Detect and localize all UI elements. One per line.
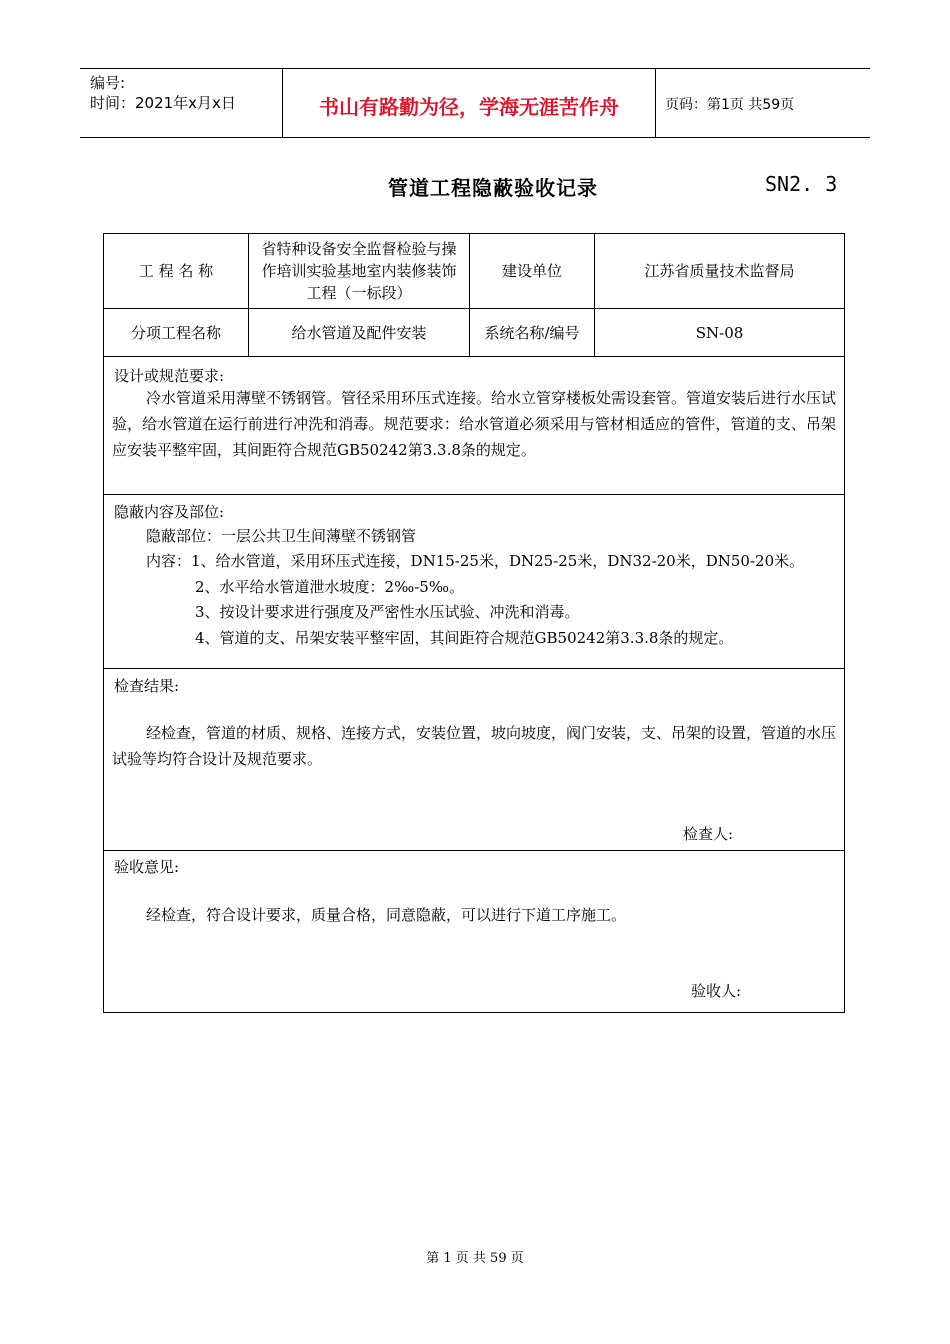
header-divider xyxy=(655,69,656,137)
system-name-label: 系统名称/编号 xyxy=(484,323,580,342)
inspector-label: 检查人: xyxy=(683,825,734,843)
header-meta xyxy=(90,73,236,113)
design-heading: 设计或规范要求: xyxy=(114,367,225,385)
doc-time-label: 时间：2021年x月x日 xyxy=(90,94,236,112)
doc-number-label: 编号: xyxy=(90,74,126,92)
page-footer: 第 1 页 共 59 页 xyxy=(426,1251,524,1266)
acceptor-label: 验收人: xyxy=(691,982,742,1000)
check-heading: 检查结果: xyxy=(114,677,180,695)
subproject-name-value: 给水管道及配件安装 xyxy=(291,323,427,342)
header-motto: 书山有路勤为径，学海无涯苦作舟 xyxy=(319,95,619,119)
concealed-item: 内容：1、给水管道，采用环压式连接，DN15-25米，DN25-25米，DN32-20米，DN50-20米。 xyxy=(146,552,805,570)
project-name-value: 省特种设备安全监督检验与操作培训实验基地室内装修装饰工程（一标段） xyxy=(261,240,457,302)
page-title: 管道工程隐蔽验收记录 xyxy=(388,176,598,200)
page-header xyxy=(80,68,870,138)
row-divider xyxy=(104,668,844,669)
header-page-info: 页码：第1页 共59页 xyxy=(665,97,795,113)
construction-unit-value: 江苏省质量技术监督局 xyxy=(644,262,795,280)
concealed-item: 2、水平给水管道泄水坡度：2‰-5‰。 xyxy=(195,578,464,596)
subproject-name-label: 分项工程名称 xyxy=(130,323,221,342)
construction-unit-label: 建设单位 xyxy=(501,262,562,280)
row-divider xyxy=(104,494,844,495)
system-name-value: SN-08 xyxy=(695,323,744,342)
design-body: 冷水管道采用薄壁不锈钢管。管径采用环压式连接。给水立管穿楼板处需设套管。管道安装后进行水压试验，给水管道在运行前进行冲洗和消毒。规范要求：给水管道必须采用与管材相适应的管件，管道的支、吊架应安装平整牢固，其间距符合规范GB50242第3.3.8条的规定。 xyxy=(112,389,837,459)
acceptance-body: 经检查，符合设计要求，质量合格，同意隐蔽，可以进行下道工序施工。 xyxy=(146,906,627,924)
row-divider xyxy=(104,356,844,357)
record-table xyxy=(103,233,845,1013)
acceptance-heading: 验收意见: xyxy=(114,858,180,876)
project-name-label: 工 程 名 称 xyxy=(138,262,214,280)
form-code: SN2. 3 xyxy=(765,172,838,196)
concealed-item: 4、管道的支、吊架安装平整牢固，其间距符合规范GB50242第3.3.8条的规定。 xyxy=(195,629,734,647)
check-body: 经检查，管道的材质、规格、连接方式，安装位置，坡向坡度，阀门安装，支、吊架的设置，管道的水压试验等均符合设计及规范要求。 xyxy=(112,724,837,768)
concealed-item: 3、按设计要求进行强度及严密性水压试验、冲洗和消毒。 xyxy=(195,603,580,621)
concealed-location: 隐蔽部位：一层公共卫生间薄壁不锈钢管 xyxy=(146,527,417,545)
row-divider xyxy=(104,850,844,851)
concealed-heading: 隐蔽内容及部位: xyxy=(114,503,225,521)
